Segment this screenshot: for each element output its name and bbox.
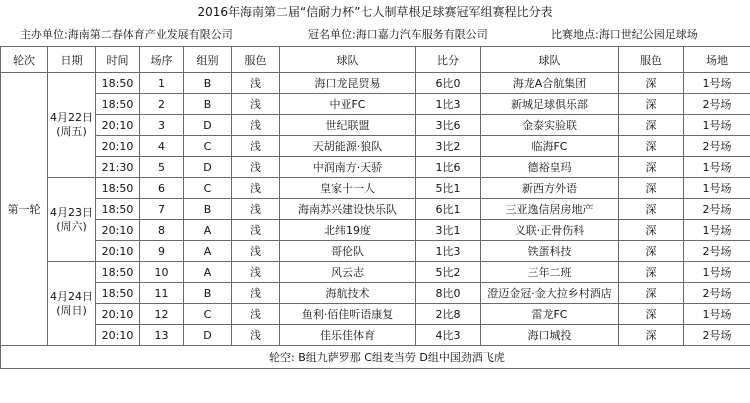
score-cell: 3比1 (416, 220, 481, 241)
header-date: 日期 (48, 47, 96, 73)
field-cell: 2号场 (684, 325, 750, 346)
time-cell: 20:10 (96, 241, 140, 262)
header-round: 轮次 (1, 47, 48, 73)
kit-color-cell: 浅 (232, 115, 280, 136)
time-cell: 20:10 (96, 115, 140, 136)
kit-color-cell: 浅 (232, 136, 280, 157)
kit-color-cell: 浅 (232, 220, 280, 241)
table-row (1, 220, 750, 241)
round-cell: 第一轮 (1, 73, 48, 346)
match-no-cell: 8 (140, 220, 184, 241)
score-cell: 1比3 (416, 241, 481, 262)
time-cell: 18:50 (96, 94, 140, 115)
match-no-cell: 5 (140, 157, 184, 178)
header-time: 时间 (96, 47, 140, 73)
match-no-cell: 3 (140, 115, 184, 136)
kit-color-cell: 浅 (232, 157, 280, 178)
group-cell: C (184, 304, 232, 325)
home-team-cell: 中亚FC (280, 94, 416, 115)
schedule-table (0, 46, 750, 369)
score-cell: 2比8 (416, 304, 481, 325)
kit-color-away-cell: 深 (619, 136, 684, 157)
score-cell: 3比6 (416, 115, 481, 136)
time-cell: 18:50 (96, 283, 140, 304)
score-cell: 5比2 (416, 262, 481, 283)
match-no-cell: 9 (140, 241, 184, 262)
home-team-cell: 皇家十一人 (280, 178, 416, 199)
score-cell: 1比3 (416, 94, 481, 115)
kit-color-away-cell: 深 (619, 325, 684, 346)
header-team-away: 球队 (481, 47, 619, 73)
kit-color-away-cell: 深 (619, 283, 684, 304)
score-cell: 8比0 (416, 283, 481, 304)
group-cell: A (184, 220, 232, 241)
match-no-cell: 10 (140, 262, 184, 283)
kit-color-cell: 浅 (232, 283, 280, 304)
group-cell: C (184, 178, 232, 199)
header-row (1, 47, 750, 73)
time-cell: 18:50 (96, 199, 140, 220)
group-cell: A (184, 262, 232, 283)
away-team-cell: 雷龙FC (481, 304, 619, 325)
kit-color-away-cell: 深 (619, 115, 684, 136)
group-cell: D (184, 157, 232, 178)
date-cell (48, 73, 96, 178)
match-no-cell: 7 (140, 199, 184, 220)
kit-color-cell: 浅 (232, 73, 280, 94)
header-team: 球队 (280, 47, 416, 73)
match-no-cell: 4 (140, 136, 184, 157)
group-cell: D (184, 325, 232, 346)
field-cell: 2号场 (684, 283, 750, 304)
table-row (1, 283, 750, 304)
away-team-cell: 海龙A合航集团 (481, 73, 619, 94)
table-row (1, 199, 750, 220)
score-cell: 5比1 (416, 178, 481, 199)
table-row (1, 304, 750, 325)
kit-color-away-cell: 深 (619, 241, 684, 262)
away-team-cell: 德裕皇玛 (481, 157, 619, 178)
field-cell: 1号场 (684, 157, 750, 178)
date-text: 4月24日 (50, 289, 93, 303)
bye-note: 轮空: B组九萨罗那 C组麦当劳 D组中国劲酒飞虎 (1, 346, 750, 369)
table-row (1, 73, 750, 94)
away-team-cell: 新城足球俱乐部 (481, 94, 619, 115)
header-group: 组别 (184, 47, 232, 73)
field-cell: 1号场 (684, 115, 750, 136)
away-team-cell: 新西方外语 (481, 178, 619, 199)
kit-color-away-cell: 深 (619, 262, 684, 283)
away-team-cell: 澄迈金冠·金大拉乡村酒店 (481, 283, 619, 304)
schedule-body (1, 73, 750, 369)
match-no-cell: 12 (140, 304, 184, 325)
weekday-text: (周六) (56, 219, 87, 233)
away-team-cell: 铁蛋科技 (481, 241, 619, 262)
home-team-cell: 海航技术 (280, 283, 416, 304)
date-cell (48, 178, 96, 262)
match-no-cell: 11 (140, 283, 184, 304)
date-text: 4月22日 (50, 111, 93, 124)
kit-color-away-cell: 深 (619, 73, 684, 94)
home-team-cell: 海南苏兴建设快乐队 (280, 199, 416, 220)
group-cell: D (184, 115, 232, 136)
away-team-cell: 义联·正骨伤科 (481, 220, 619, 241)
date-cell (48, 262, 96, 346)
kit-color-away-cell: 深 (619, 304, 684, 325)
match-no-cell: 6 (140, 178, 184, 199)
table-row (1, 94, 750, 115)
score-cell: 3比2 (416, 136, 481, 157)
kit-color-away-cell: 深 (619, 199, 684, 220)
away-team-cell: 临海FC (481, 136, 619, 157)
header-score: 比分 (416, 47, 481, 73)
kit-color-away-cell: 深 (619, 178, 684, 199)
away-team-cell: 三年二班 (481, 262, 619, 283)
weekday-text: (周五) (56, 125, 87, 138)
away-team-cell: 海口城投 (481, 325, 619, 346)
home-team-cell: 哥伦队 (280, 241, 416, 262)
table-row (1, 115, 750, 136)
time-cell: 18:50 (96, 262, 140, 283)
kit-color-cell: 浅 (232, 178, 280, 199)
header-kit-color-away: 服色 (619, 47, 684, 73)
kit-color-cell: 浅 (232, 241, 280, 262)
venue-label: 比赛地点:海口世纪公园足球场 (551, 28, 698, 41)
table-row (1, 241, 750, 262)
table-row (1, 262, 750, 283)
group-cell: B (184, 283, 232, 304)
kit-color-cell: 浅 (232, 262, 280, 283)
group-cell: B (184, 73, 232, 94)
organizer-label: 主办单位:海南第二春体育产业发展有限公司 (20, 28, 233, 41)
score-cell: 6比1 (416, 199, 481, 220)
group-cell: B (184, 94, 232, 115)
home-team-cell: 世纪联盟 (280, 115, 416, 136)
match-no-cell: 1 (140, 73, 184, 94)
sheet-title: 2016年海南第二届“信耐力杯”七人制草根足球赛冠军组赛程比分表 (197, 5, 553, 19)
field-cell: 2号场 (684, 136, 750, 157)
home-team-cell: 风云志 (280, 262, 416, 283)
group-cell: C (184, 136, 232, 157)
kit-color-away-cell: 深 (619, 220, 684, 241)
field-cell: 1号场 (684, 262, 750, 283)
group-cell: A (184, 241, 232, 262)
score-cell: 6比0 (416, 73, 481, 94)
bye-row (1, 346, 750, 369)
table-row (1, 325, 750, 346)
time-cell: 18:50 (96, 178, 140, 199)
kit-color-cell: 浅 (232, 94, 280, 115)
field-cell: 2号场 (684, 94, 750, 115)
header-kit-color: 服色 (232, 47, 280, 73)
field-cell: 1号场 (684, 73, 750, 94)
home-team-cell: 佳乐佳体育 (280, 325, 416, 346)
home-team-cell: 天胡能源·狼队 (280, 136, 416, 157)
header-field: 场地 (684, 47, 750, 73)
home-team-cell: 中润南方·天骄 (280, 157, 416, 178)
weekday-text: (周日) (56, 303, 87, 317)
group-cell: B (184, 199, 232, 220)
match-no-cell: 2 (140, 94, 184, 115)
home-team-cell: 海口龙昆贸易 (280, 73, 416, 94)
match-no-cell: 13 (140, 325, 184, 346)
field-cell: 2号场 (684, 199, 750, 220)
table-row (1, 178, 750, 199)
time-cell: 20:10 (96, 220, 140, 241)
time-cell: 20:10 (96, 136, 140, 157)
kit-color-away-cell: 深 (619, 94, 684, 115)
kit-color-cell: 浅 (232, 325, 280, 346)
kit-color-cell: 浅 (232, 304, 280, 325)
time-cell: 20:10 (96, 304, 140, 325)
field-cell: 1号场 (684, 220, 750, 241)
score-cell: 1比6 (416, 157, 481, 178)
field-cell: 2号场 (684, 241, 750, 262)
time-cell: 18:50 (96, 73, 140, 94)
kit-color-cell: 浅 (232, 199, 280, 220)
time-cell: 20:10 (96, 325, 140, 346)
table-row (1, 157, 750, 178)
table-row (1, 136, 750, 157)
sponsor-label: 冠名单位:海口嘉力汽车服务有限公司 (308, 28, 488, 41)
kit-color-away-cell: 深 (619, 157, 684, 178)
away-team-cell: 三亚逸信居房地产 (481, 199, 619, 220)
date-text: 4月23日 (50, 205, 93, 219)
field-cell: 1号场 (684, 304, 750, 325)
time-cell: 21:30 (96, 157, 140, 178)
field-cell: 1号场 (684, 178, 750, 199)
away-team-cell: 金泰实验联 (481, 115, 619, 136)
score-cell: 4比3 (416, 325, 481, 346)
header-match-no: 场序 (140, 47, 184, 73)
home-team-cell: 北纬19度 (280, 220, 416, 241)
home-team-cell: 鱼利·佰佳听语康复 (280, 304, 416, 325)
info-row (0, 24, 750, 46)
